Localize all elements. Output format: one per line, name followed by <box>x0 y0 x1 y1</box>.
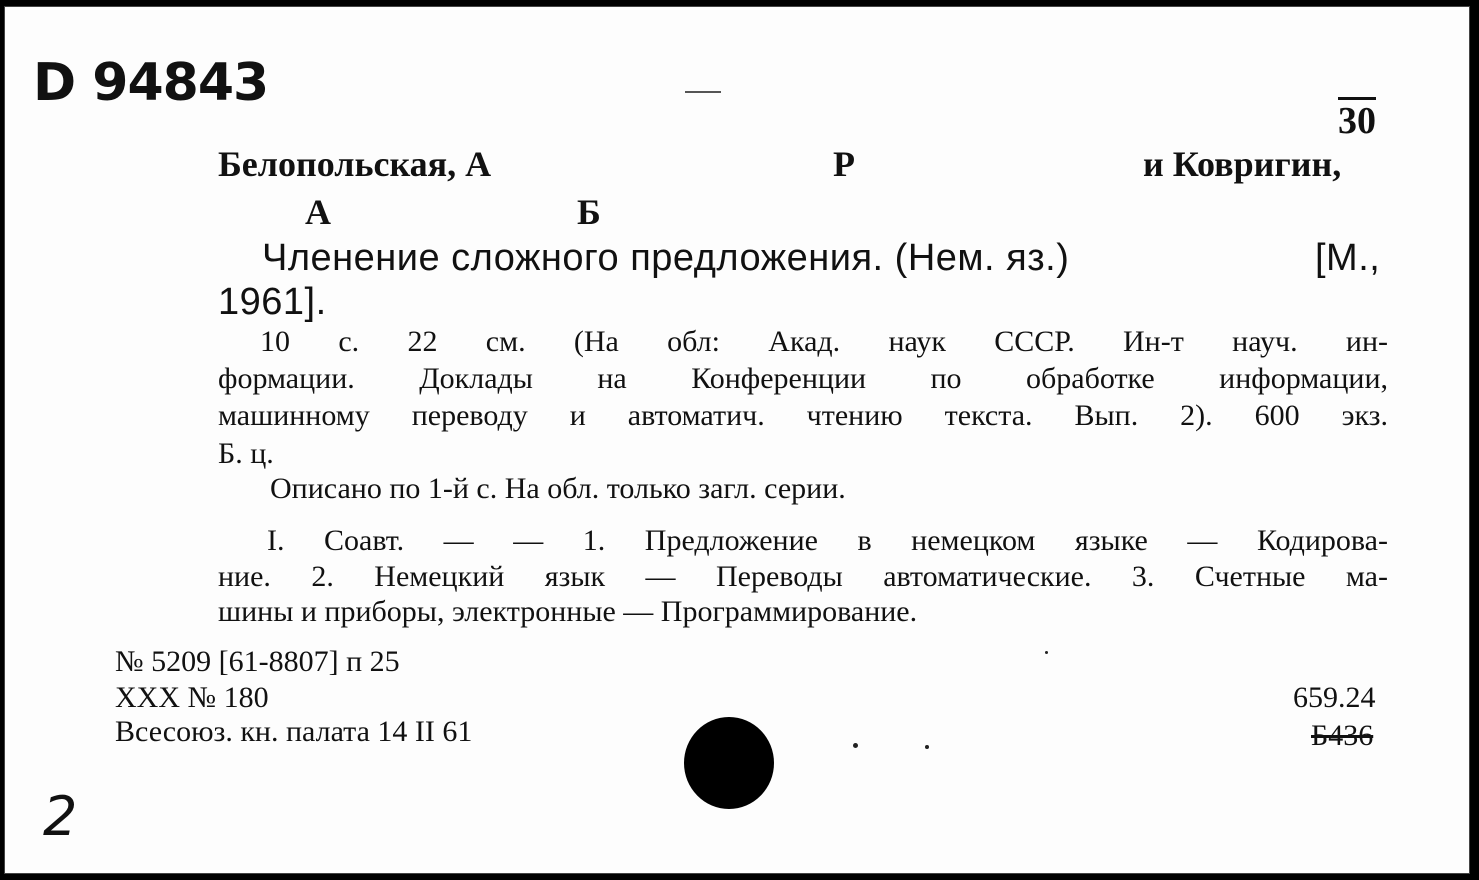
author-first: Белопольская, А <box>218 144 492 184</box>
classification-number: 659.24 <box>1293 681 1376 714</box>
handwritten-shelf-mark: 2 <box>43 785 77 848</box>
description-note: Описано по 1-й с. На обл. только загл. серии. <box>270 472 846 505</box>
subject-line: I. Соавт. — — 1. Предложение в немецком языке — Кодирова- <box>267 524 1388 557</box>
author-initial-a: А <box>305 192 331 232</box>
handwritten-card-number: D 94843 <box>33 53 269 113</box>
title-year: 1961]. <box>218 281 327 323</box>
scan-speck <box>1045 651 1048 654</box>
author-second: и Ковригин, <box>1143 144 1342 184</box>
subject-line: ние. 2. Немецкий язык — Переводы автоматические. 3. Счетные ма- <box>218 560 1388 593</box>
title-text: Членение сложного предложения. (Нем. яз.) <box>262 237 1070 279</box>
collation-line: 10 с. 22 см. (На обл: Акад. наук СССР. Ин-т науч. ин- <box>260 325 1388 358</box>
footer-line-1: № 5209 [61-8807] п 25 <box>115 645 400 678</box>
scan-speck <box>685 91 721 93</box>
subject-line: шины и приборы, электронные — Программирование. <box>218 595 918 628</box>
scan-speck <box>853 743 858 748</box>
author-middle: Р <box>833 144 855 184</box>
top-number: 30 <box>1338 100 1376 142</box>
catalog-card <box>4 6 1470 874</box>
footer-line-3: Всесоюз. кн. палата 14 II 61 <box>115 715 473 748</box>
footer-line-2: XXX № 180 <box>115 681 269 714</box>
punch-hole <box>684 717 774 809</box>
collation-line: формации. Доклады на Конференции по обработке информации, <box>218 362 1388 395</box>
title-place: [М., <box>1315 237 1381 279</box>
collation-line: Б. ц. <box>218 437 274 470</box>
collation-line: машинному переводу и автоматич. чтению текста. Вып. 2). 600 экз. <box>218 399 1388 432</box>
author-initial-b: Б <box>577 192 601 232</box>
classification-code: Б436 <box>1311 719 1374 752</box>
scan-speck <box>925 745 929 749</box>
